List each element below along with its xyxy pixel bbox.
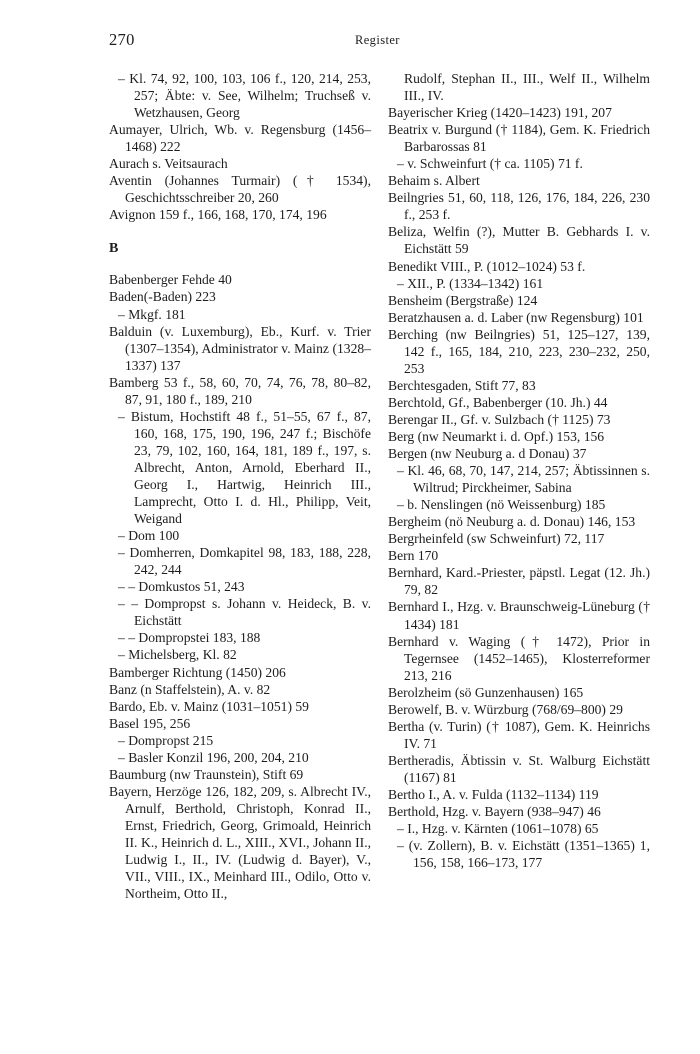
index-entry: Berching (nw Beilngries) 51, 125–127, 139, 142 f., 165, 184, 210, 223, 230–232, 250, 253 bbox=[388, 326, 650, 376]
index-entry: Berchtesgaden, Stift 77, 83 bbox=[388, 377, 536, 393]
index-entry: Aventin (Johannes Turmair) († 1534), Geschichtsschreiber 20, 260 bbox=[109, 173, 371, 206]
index-entry: Bamberger Richtung (1450) 206 bbox=[109, 664, 286, 680]
index-entry: Bergrheinfeld (sw Schweinfurt) 72, 117 bbox=[388, 531, 605, 547]
index-entry: Berthold, Hzg. v. Bayern (938–947) 46 bbox=[388, 804, 601, 820]
index-entry: – – Dompropstei 183, 188 bbox=[118, 630, 261, 646]
index-entry: Aurach s. Veitsaurach bbox=[109, 156, 228, 172]
index-entry: Bernhard v. Waging († 1472), Prior in Tegernsee (1452–1465), Klosterreformer 213, 216 bbox=[388, 633, 650, 683]
index-entry: Baumburg (nw Traunstein), Stift 69 bbox=[109, 766, 304, 782]
index-entry: Bayern, Herzöge 126, 182, 209, s. Albrecht IV., Arnulf, Berthold, Christoph, Konrad II., Ernst, Friedrich, Georg, Grimoald, Heinrich II. K., Heinrich d. L., XIII., XVI., Johann II., Ludwig I., II., IV. (Ludwig d. Bayer), V., VII., VIII., IX., Meinhard III., Odilo, Otto v. Northeim, Otto II., bbox=[109, 783, 371, 902]
index-entry: – Basler Konzil 196, 200, 204, 210 bbox=[118, 749, 309, 765]
index-entry: Bernhard I., Hzg. v. Braunschweig-Lüneburg († 1434) 181 bbox=[388, 599, 650, 632]
index-entry: – – Domkustos 51, 243 bbox=[118, 579, 245, 595]
index-entry: – – Dompropst s. Johann v. Heideck, B. v. Eichstätt bbox=[118, 596, 371, 629]
index-entry: Berolzheim (sö Gunzenhausen) 165 bbox=[388, 684, 584, 700]
index-entry: – Kl. 74, 92, 100, 103, 106 f., 120, 214, 253, 257; Äbte: v. See, Wilhelm; Truchseß v. Wetzhausen, Georg bbox=[118, 71, 371, 121]
index-entry: Berg (nw Neumarkt i. d. Opf.) 153, 156 bbox=[388, 428, 605, 444]
index-entry: Avignon 159 f., 166, 168, 170, 174, 196 bbox=[109, 207, 327, 223]
index-entry: – (v. Zollern), B. v. Eichstätt (1351–1365) 1, 156, 158, 166–173, 177 bbox=[397, 838, 650, 871]
index-entry: Bernhard, Kard.-Priester, päpstl. Legat (12. Jh.) 79, 82 bbox=[388, 565, 650, 598]
index-entry: – b. Nenslingen (nö Weissenburg) 185 bbox=[397, 497, 606, 513]
index-column-left bbox=[109, 70, 371, 902]
index-entry: Benedikt VIII., P. (1012–1024) 53 f. bbox=[388, 258, 586, 274]
index-entry: Rudolf, Stephan II., III., Welf II., Wilhelm III., IV. bbox=[404, 71, 650, 104]
index-entry: Babenberger Fehde 40 bbox=[109, 272, 232, 288]
index-entry: – Domherren, Domkapitel 98, 183, 188, 228, 242, 244 bbox=[118, 545, 371, 578]
index-entry: Beliza, Welfin (?), Mutter B. Gebhards I. v. Eichstätt 59 bbox=[388, 224, 650, 257]
index-entry: Bensheim (Bergstraße) 124 bbox=[388, 292, 538, 308]
index-entry: Bardo, Eb. v. Mainz (1031–1051) 59 bbox=[109, 698, 309, 714]
page-number: 270 bbox=[109, 30, 135, 49]
index-entry: Bertho I., A. v. Fulda (1132–1134) 119 bbox=[388, 786, 599, 802]
index-entry: – v. Schweinfurt († ca. 1105) 71 f. bbox=[397, 156, 583, 172]
index-entry: Balduin (v. Luxemburg), Eb., Kurf. v. Trier (1307–1354), Administrator v. Mainz (1328–1337) 137 bbox=[109, 323, 371, 373]
page-header bbox=[0, 0, 700, 60]
index-entry: Bergen (nw Neuburg a. d Donau) 37 bbox=[388, 446, 587, 462]
index-entry: Beilngries 51, 60, 118, 126, 176, 184, 226, 230 f., 253 f. bbox=[388, 190, 650, 223]
index-column-right bbox=[388, 70, 650, 871]
index-entry: Berowelf, B. v. Würzburg (768/69–800) 29 bbox=[388, 701, 623, 717]
index-entry: Bergheim (nö Neuburg a. d. Donau) 146, 153 bbox=[388, 514, 636, 530]
index-entry: Beatrix v. Burgund († 1184), Gem. K. Friedrich Barbarossas 81 bbox=[388, 122, 650, 155]
section-letter-heading: B bbox=[109, 241, 119, 257]
index-entry: Berchtold, Gf., Babenberger (10. Jh.) 44 bbox=[388, 394, 608, 410]
index-entry: – Dompropst 215 bbox=[118, 732, 214, 748]
index-entry: – I., Hzg. v. Kärnten (1061–1078) 65 bbox=[397, 821, 599, 837]
index-entry: Bertheradis, Äbtissin v. St. Walburg Eichstätt (1167) 81 bbox=[388, 752, 650, 785]
index-entry: – Dom 100 bbox=[118, 528, 180, 544]
index-entry: – Mkgf. 181 bbox=[118, 306, 186, 322]
index-entry: Baden(-Baden) 223 bbox=[109, 289, 216, 305]
index-entry: Basel 195, 256 bbox=[109, 715, 191, 731]
index-entry: Berengar II., Gf. v. Sulzbach († 1125) 73 bbox=[388, 411, 611, 427]
index-entry: Bamberg 53 f., 58, 60, 70, 74, 76, 78, 80–82, 87, 91, 180 f., 189, 210 bbox=[109, 374, 371, 407]
index-entry: Beratzhausen a. d. Laber (nw Regensburg) 101 bbox=[388, 309, 644, 325]
index-entry: Banz (n Staffelstein), A. v. 82 bbox=[109, 681, 271, 697]
index-entry: Bern 170 bbox=[388, 548, 439, 564]
index-entry: – Kl. 46, 68, 70, 147, 214, 257; Äbtissinnen s. Wiltrud; Pirckheimer, Sabina bbox=[397, 463, 650, 496]
index-entry: Bayerischer Krieg (1420–1423) 191, 207 bbox=[388, 105, 612, 121]
index-entry: – Michelsberg, Kl. 82 bbox=[118, 647, 237, 663]
index-entry: Bertha (v. Turin) († 1087), Gem. K. Heinrichs IV. 71 bbox=[388, 718, 650, 751]
index-entry: – Bistum, Hochstift 48 f., 51–55, 67 f., 87, 160, 168, 175, 190, 196, 247 f.; Bischöfe 23, 79, 102, 160, 164, 181, 189 f., 197, s. Albrecht, Anton, Arnold, Eberhard II., Georg I., Hartwig, Heinrich III., Lamprecht, Otto I. d. Hl., Philipp, Veit, Weigand bbox=[118, 408, 371, 527]
index-entry: Aumayer, Ulrich, Wb. v. Regensburg (1456–1468) 222 bbox=[109, 122, 371, 155]
index-entry: – XII., P. (1334–1342) 161 bbox=[397, 275, 544, 291]
index-entry: Behaim s. Albert bbox=[388, 173, 480, 189]
running-title: Register bbox=[355, 33, 400, 47]
